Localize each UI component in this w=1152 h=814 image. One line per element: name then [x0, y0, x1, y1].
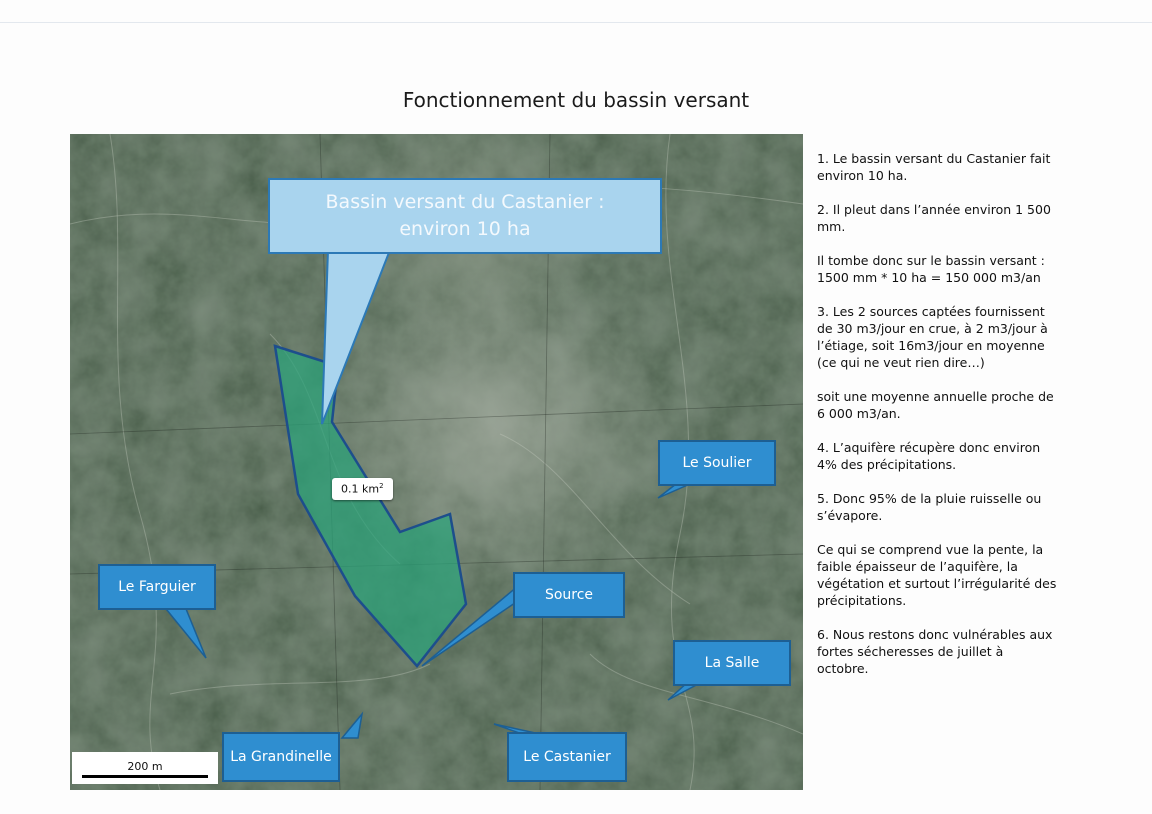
le-castanier-callout: Le Castanier — [507, 732, 627, 782]
scale-bar — [72, 752, 218, 784]
area-value: 0.1 km — [341, 482, 380, 496]
scan-edge-line — [0, 22, 1152, 23]
page-title: Fonctionnement du bassin versant — [402, 88, 750, 112]
note-item: 5. Donc 95% de la pluie ruisselle ou s’évapore. — [817, 491, 1042, 523]
note-item: 4. L’aquifère récupère donc environ 4% des précipitations. — [817, 440, 1041, 472]
notes-panel — [817, 150, 1057, 694]
note-item: 6. Nous restons donc vulnérables aux fortes sécheresses de juillet à octobre. — [817, 627, 1053, 676]
la-grandinelle-callout: La Grandinelle — [222, 732, 340, 782]
area-unit-exponent: 2 — [379, 482, 384, 490]
note-item: 3. Les 2 sources captées fournissent de 30 m3/jour en crue, à 2 m3/jour à l’étiage, soit 16m3/jour en moyenne (ce qui ne veut rien dire…) — [817, 304, 1048, 370]
basin-callout: Bassin versant du Castanier : environ 10 ha — [268, 178, 662, 254]
scale-line — [82, 775, 208, 778]
note-item: soit une moyenne annuelle proche de 6 000 m3/an. — [817, 389, 1054, 421]
le-farguier-callout: Le Farguier — [98, 564, 216, 610]
le-soulier-callout: Le Soulier — [658, 440, 776, 486]
area-label — [332, 478, 393, 500]
note-item: 2. Il pleut dans l’année environ 1 500 mm. — [817, 202, 1051, 234]
note-item: Il tombe donc sur le bassin versant : 1500 mm * 10 ha = 150 000 m3/an — [817, 253, 1045, 285]
la-salle-callout: La Salle — [673, 640, 791, 686]
scale-label: 200 m — [127, 760, 163, 773]
note-item: Ce qui se comprend vue la pente, la faible épaisseur de l’aquifère, la végétation et surtout l’irrégularité des précipitations. — [817, 542, 1057, 608]
source-callout: Source — [513, 572, 625, 618]
aerial-map — [70, 134, 803, 790]
note-item: 1. Le bassin versant du Castanier fait environ 10 ha. — [817, 151, 1051, 183]
